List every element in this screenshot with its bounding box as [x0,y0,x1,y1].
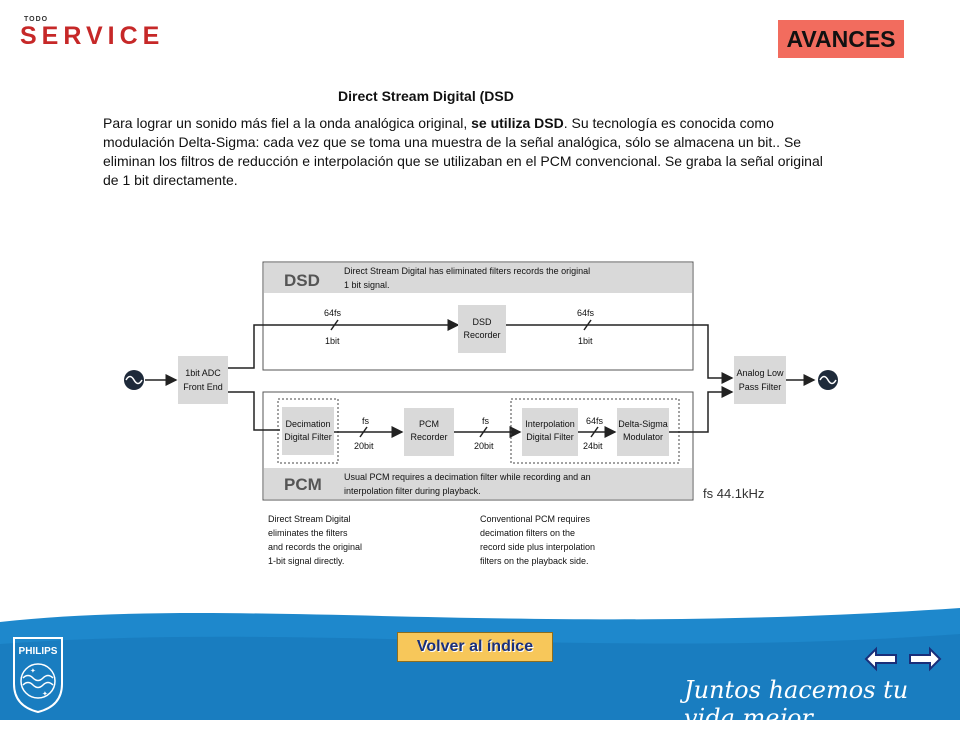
page-title: Direct Stream Digital (DSD [338,88,514,104]
note-right-3: record side plus interpolation [480,542,596,552]
adc-label-1: 1bit ADC [185,368,221,378]
next-button[interactable] [908,646,942,672]
pcm-rate-64fs: 64fs [586,416,604,426]
right-arrow-icon [908,646,942,672]
note-right-4: filters on the playback side. [480,556,589,566]
paragraph-part-2: . Su tecnología es conocida como modulación Delta-Sigma: cada vez que se toma una muestra de la señal analógica, sólo se almacena un bit.. Se eliminan los filtros de reducción e interpolación que se utilizaban en el PCM convencional. Se graba la señal original de 1 bit directamente. [103,115,823,188]
dsd-rate-in: 64fs [324,308,342,318]
philips-shield-logo [10,634,66,714]
lpf-label-2: Pass Filter [738,382,782,392]
note-right-1: Conventional PCM requires [480,514,591,524]
pcm-recorder-label-2: Recorder [410,432,448,442]
paragraph-part-1: Para lograr un sonido más fiel a la onda analógica original, [103,115,472,131]
dsd-bits-out: 1bit [578,336,593,346]
interpolation-label-2: Digital Filter [526,432,574,442]
dsd-rate-out: 64fs [577,308,595,318]
decimation-label-2: Digital Filter [284,432,332,442]
pcm-desc-1: Usual PCM requires a decimation filter while recording and an [344,472,591,482]
pcm-label: PCM [284,475,322,494]
decimation-label-1: Decimation [285,419,331,429]
adc-block [178,356,228,404]
pcm-fs-2: fs [482,416,490,426]
dsd-recorder-block [458,305,506,353]
note-left-3: and records the original [268,542,363,552]
note-right-2: decimation filters on the [480,528,576,538]
pcm-bits-2: 20bit [474,441,494,451]
pcm-fs-1: fs [362,416,370,426]
lpf-block [734,356,786,404]
adc-label-2: Front End [183,382,223,392]
svg-text:✦: ✦ [30,668,36,675]
interpolation-label-1: Interpolation [525,419,575,429]
note-left-4: 1-bit signal directly. [268,556,345,566]
prev-button[interactable] [864,646,898,672]
note-left-1: Direct Stream Digital [268,514,351,524]
dsd-desc-1: Direct Stream Digital has eliminated filters records the original [344,266,591,276]
dsd-desc-2: 1 bit signal. [344,280,390,290]
svg-text:✦: ✦ [42,691,48,698]
lpf-label-1: Analog Low [736,368,784,378]
philips-text: PHILIPS [18,646,58,657]
pcm-bits-24: 24bit [583,441,603,451]
note-left-2: eliminates the filters [268,528,348,538]
delta-sigma-label-1: Delta-Sigma [618,419,668,429]
dsd-recorder-label-1: DSD [472,317,492,327]
logo-text: SERVICE [20,22,165,50]
section-badge: AVANCES [778,20,904,58]
left-arrow-icon [864,646,898,672]
pcm-desc-2: interpolation filter during playback. [344,486,481,496]
logo-small-text: TODO [24,16,49,23]
paragraph-bold: se utiliza DSD [471,115,564,131]
todo-service-logo [20,16,170,48]
pcm-recorder-label-1: PCM [419,419,439,429]
delta-sigma-label-2: Modulator [622,432,664,442]
slogan: Juntos hacemos tu vida mejor [684,676,909,732]
intro-paragraph [103,114,839,190]
fs-value: fs 44.1kHz [703,486,765,501]
dsd-label: DSD [284,271,320,290]
dsd-bits-in: 1bit [325,336,340,346]
dsd-recorder-label-2: Recorder [463,330,501,340]
decimation-filter-block [282,407,334,455]
dsd-vs-pcm-diagram [118,250,858,580]
pcm-bits-1: 20bit [354,441,374,451]
back-to-index-button[interactable]: Volver al índice [397,632,553,662]
